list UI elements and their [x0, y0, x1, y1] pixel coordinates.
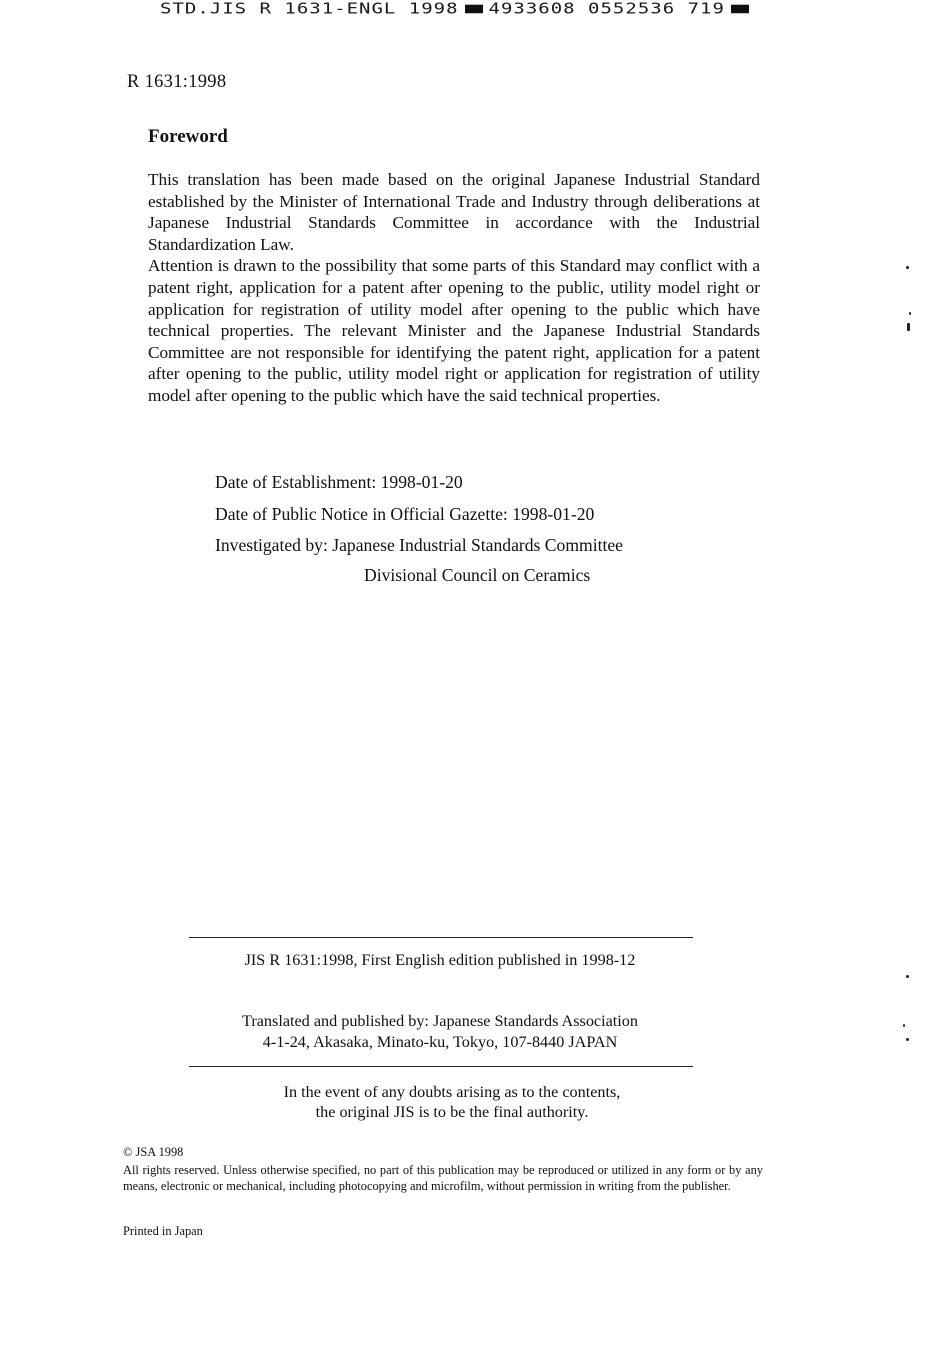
printed-in-notice: Printed in Japan	[123, 1224, 203, 1238]
scan-header-mid-code: 4933608 0552536 719	[488, 0, 725, 18]
scan-block-mark-1	[465, 5, 483, 14]
document-number: R 1631:1998	[127, 72, 227, 92]
date-of-establishment: Date of Establishment: 1998-01-20	[215, 472, 463, 492]
investigated-by-council: Divisional Council on Ceramics	[364, 565, 591, 585]
scan-block-mark-2	[731, 5, 749, 14]
scan-speck	[903, 1024, 905, 1027]
divider-bottom	[189, 1066, 693, 1067]
scan-header-left-code: STD.JIS R 1631-ENGL 1998	[160, 0, 459, 18]
divider-top	[189, 937, 693, 938]
publisher-line: Translated and published by: Japanese Standards Association	[242, 1012, 638, 1030]
scan-speck	[906, 1038, 909, 1041]
foreword-title: Foreword	[148, 126, 228, 147]
rights-notice: All rights reserved. Unless otherwise specified, no part of this publication may be reproduced or utilized in any form or by any means, electronic or mechanical, including photocopying and microfilm, without permission in writing from the publisher.	[123, 1163, 763, 1193]
foreword-paragraph-2: Attention is drawn to the possibility that some parts of this Standard may conflict with a patent right, application for a patent after opening to the public, utility model right or application for registration of utility model after opening to the public which have technical properties. The relevant Minister and the Japanese Industrial Standards Committee are not responsible for identifying the patent right, application for a patent after opening to the public, utility model right or application for registration of utility model after opening to the public which have the said technical properties.	[148, 256, 760, 405]
scan-header-code	[160, 0, 755, 17]
foreword-paragraph-1: This translation has been made based on the original Japanese Industrial Standard established by the Minister of International Trade and Industry through deliberations at Japanese Industrial Standards Committee in accordance with the Industrial Standardization Law.	[148, 170, 760, 254]
publisher-address: 4-1-24, Akasaka, Minato-ku, Tokyo, 107-8440 JAPAN	[262, 1033, 618, 1051]
authority-note-line-1: In the event of any doubts arising as to the contents,	[283, 1083, 621, 1101]
scan-speck	[909, 312, 911, 315]
foreword-body	[148, 169, 760, 407]
scan-speck	[907, 323, 910, 331]
authority-note-line-2: the original JIS is to be the final authority.	[315, 1103, 589, 1121]
copyright-notice: © JSA 1998	[123, 1145, 184, 1159]
scan-speck	[906, 975, 909, 978]
investigated-by: Investigated by: Japanese Industrial Standards Committee	[215, 535, 623, 555]
edition-line: JIS R 1631:1998, First English edition published in 1998-12	[244, 951, 636, 969]
scan-speck	[906, 266, 909, 269]
date-of-public-notice: Date of Public Notice in Official Gazette: 1998-01-20	[215, 504, 595, 524]
